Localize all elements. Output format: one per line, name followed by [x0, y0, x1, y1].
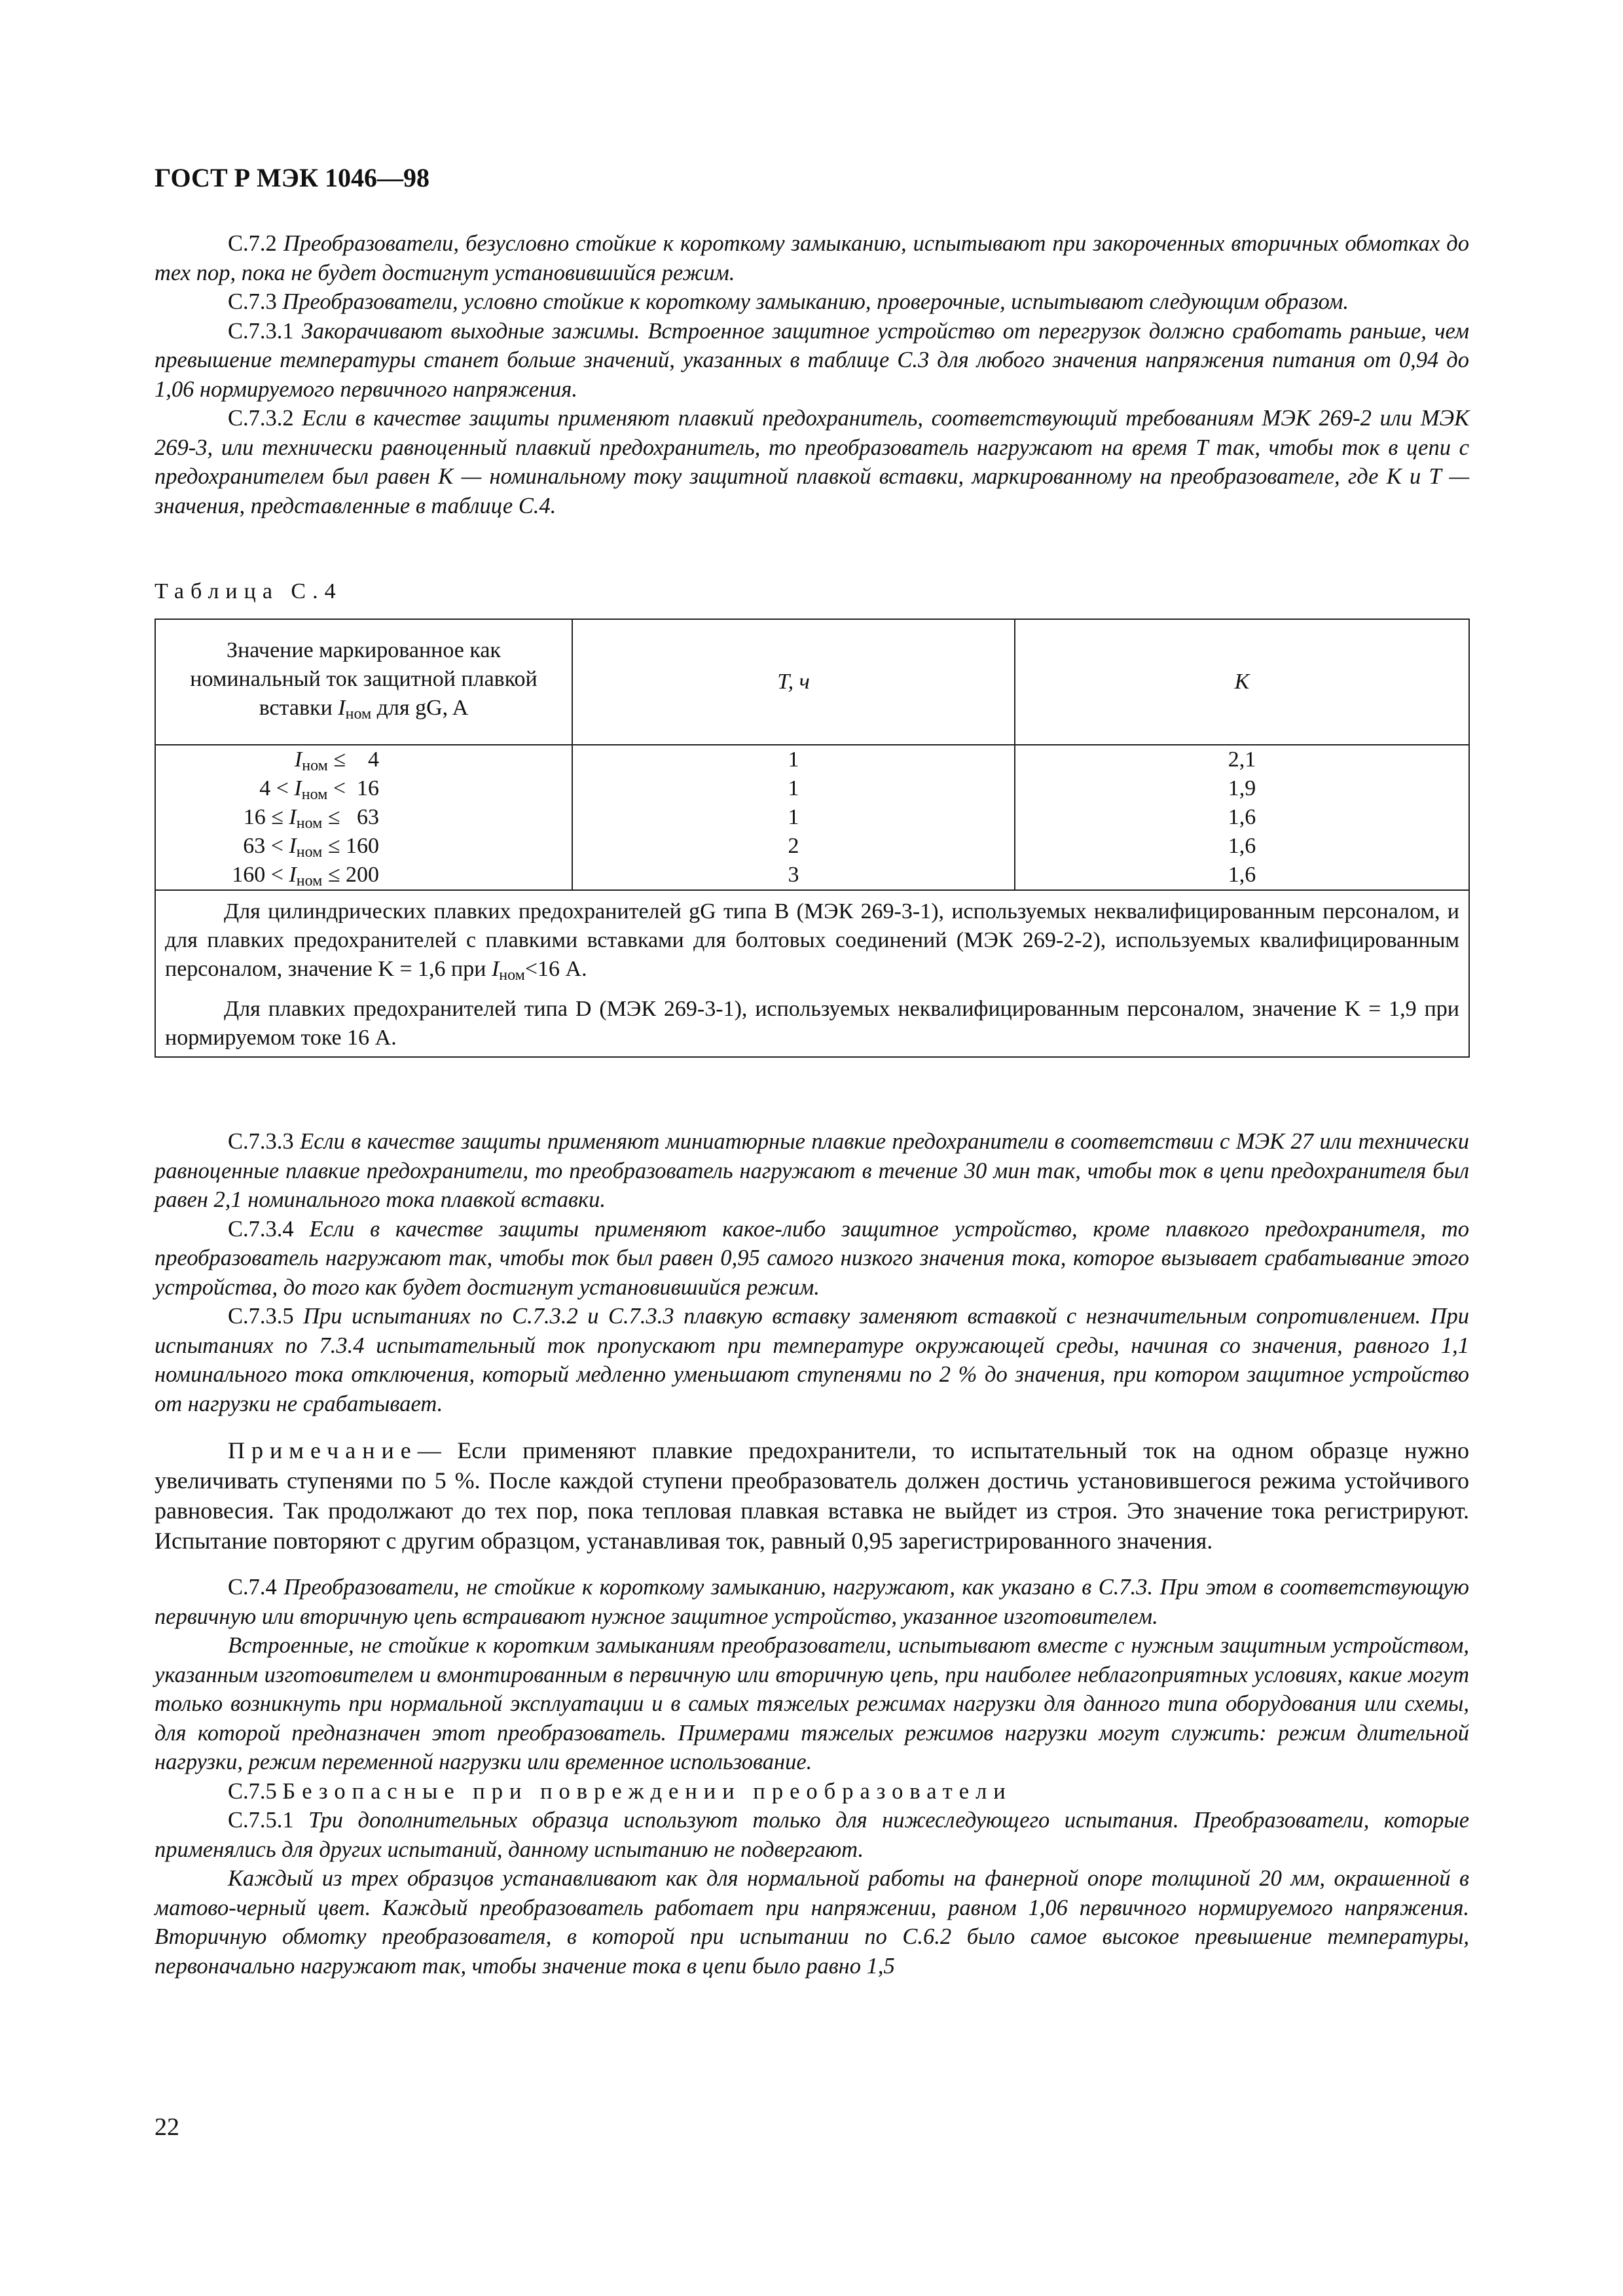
body-bottom [155, 1127, 1469, 1981]
table-caption: Таблица С.4 [155, 579, 342, 603]
table-notes [155, 890, 1469, 1057]
table-current-ranges [155, 745, 572, 890]
table-note-2: Для плавких предохранителей типа D (МЭК 269-3-1), используемых неквалифицированным персоналом, значение K = 1,9 при нормируемом токе 16 A. [165, 997, 1459, 1050]
paragraph-c732: С.7.3.2 Если в качестве защиты применяют плавкий предохранитель, соответствующий требованиям МЭК 269-2 или МЭК 269-3, или технически равноценный плавкий предохранитель, то преобразователь нагружают на время T так, чтобы ток в цепи с предохранителем был равен K — номинальному току защитной плавкой вставки, маркированному на преобразователе, где K и T — значения, представленные в таблице С.4. [155, 406, 1469, 518]
table-row: $I_{ном}$ ≤ 4 [294, 747, 379, 774]
table-header-k: K [1015, 619, 1469, 745]
paragraph-c734: С.7.3.4 Если в качестве защиты применяют какое-либо защитное устройство, кроме плавкого предохранителя, то преобразователь нагружают так, чтобы ток был равен 0,95 самого низкого значения тока, которое вызывает срабатывание этого устройства, до того как будет достигнут установившийся режим. [155, 1216, 1470, 1300]
paragraph-c73: С.7.3 Преобразователи, условно стойкие к короткому замыканию, проверочные, испытывают следующим образом. [228, 289, 1349, 314]
table-row: $4 < I_{ном} < 16$ [259, 776, 379, 803]
table-header-row [155, 619, 1469, 745]
table-data-row [155, 745, 1469, 890]
table-row: $16 \le I_{ном} \le 63$ [243, 805, 379, 832]
paragraph-c733: С.7.3.3 Если в качестве защиты применяют миниатюрные плавкие предохранители в соответствии с МЭК 27 или технически равноценные плавкие предохранители, то преобразователь нагружают в течение 30 мин так, чтобы ток в цепи предохранителя был равен 2,1 номинального тока плавкой вставки. [155, 1129, 1470, 1212]
paragraph-c731: С.7.3.1 Закорачивают выходные зажимы. Встроенное защитное устройство от перегрузок должно сработать раньше, чем превышение температуры станет больше значений, указанных в таблице С.3 для любого значения напряжения питания от 0,94 до 1,06 нормируемого первичного напряжения. [155, 318, 1469, 402]
table-k-values: 2,1 1,9 1,6 1,6 1,6 [1015, 745, 1469, 890]
table-header-rated-current: Значение маркированное как номинальный ток защитной плавкой вставки $I_{ном}$ для gG, A [155, 619, 572, 745]
paragraph-samples: Каждый из трех образцов устанавливают как для нормальной работы на фанерной опоре толщиной 20 мм, окрашенной в матово-черный цвет. Каждый преобразователь работает при напряжении, равном 1,06 первичного нормируемого напряжения. Вторичную обмотку преобразователя, в которой при испытании по С.6.2 было самое высокое превышение температуры, первоначально нагружают так, чтобы значение тока в цепи было равно 1,5 [155, 1866, 1469, 1979]
note-paragraph: Примечание— Если применяют плавкие предохранители, то испытательный ток на одном образце нужно увеличивать ступенями по 5 %. После каждой ступени преобразователь должен достичь установившегося режима устойчивого равновесия. Так продолжают до тех пор, пока тепловая плавкая вставка не выйдет из строя. Это значение тока регистрируют. Испытание повторяют с другим образцом, устанавливая ток, равный 0,95 зарегистрированного значения. [155, 1437, 1469, 1554]
table-time-values: 1 1 1 2 3 [572, 745, 1015, 890]
section-c75-heading: С.7.5 Безопасные при повреждении преобразователи [228, 1778, 1012, 1804]
page-number: 22 [155, 2113, 179, 2141]
table-row: $160 < I_{ном} \le 200$ [232, 863, 379, 889]
paragraph-c74: С.7.4 Преобразователи, не стойкие к короткому замыканию, нагружают, как указано в С.7.3. При этом в соответствующую первичную или вторичную цепь встраивают нужное защитное устройство, указанное изготовителем. [155, 1575, 1469, 1629]
table-row: $63 < I_{ном} \le 160$ [243, 834, 379, 861]
paragraph-c72: С.7.2 Преобразователи, безусловно стойкие к короткому замыканию, испытывают при закороченных вторичных обмотках до тех пор, пока не будет достигнут установившийся режим. [155, 231, 1470, 285]
paragraph-builtin: Встроенные, не стойкие к коротким замыканиям преобразователи, испытывают вместе с нужным защитным устройством, указанным изготовителем и вмонтированным в первичную или вторичную цепь, при наиболее неблагоприятных условиях, какие могут только возникнуть при нормальной эксплуатации и в самых тяжелых режимах нагрузки для данного типа оборудования или схемы, для которой предназначен этот преобразователь. Примерами тяжелых режимов нагрузки могут служить: режим длительной нагрузки, режим переменной нагрузки или временное использование. [155, 1633, 1469, 1774]
document-header: ГОСТ Р МЭК 1046—98 [155, 163, 429, 192]
paragraph-c735: С.7.3.5 При испытаниях по С.7.3.2 и С.7.3.3 плавкую вставку заменяют вставкой с незначительным сопротивлением. При испытаниях по 7.3.4 испытательный ток пропускают при температуре окружающей среды, начиная со значения, равного 1,1 номинального тока отключения, который медленно уменьшают ступенями по 2 % до значения, при котором защитное устройство от нагрузки не срабатывает. [155, 1304, 1470, 1416]
table-c4 [155, 619, 1470, 1058]
paragraph-c751: С.7.5.1 Три дополнительных образца используют только для нижеследующего испытания. Преобразователи, которые применялись для других испытаний, данному испытанию не подвергают. [155, 1808, 1470, 1862]
table-note-row [155, 890, 1469, 1057]
body-top [155, 229, 1469, 520]
table-note-1: Для цилиндрических плавких предохранителей gG типа B (МЭК 269-3-1), используемых неквалифицированным персоналом, и для плавких предохранителей с плавкими вставками для болтовых соединений (МЭК 269-2-2), используемых квалифицированным персоналом, значение K = 1,6 при $I_{ном}<16$ A. [165, 899, 1459, 984]
table-header-time: T, ч [572, 619, 1015, 745]
